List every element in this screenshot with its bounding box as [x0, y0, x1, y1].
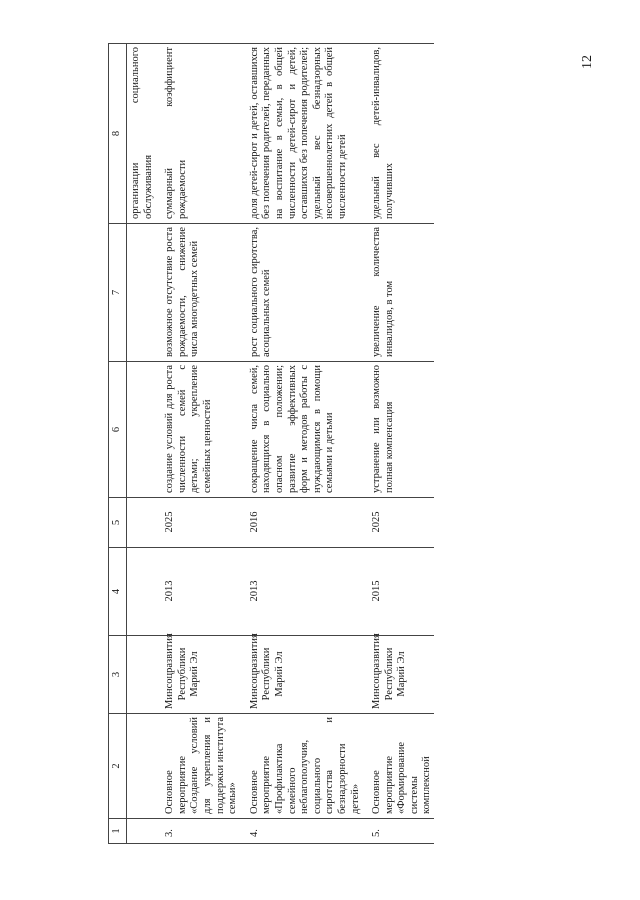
- expected-result: [127, 362, 162, 498]
- risks: увеличение количества инвалидов, в том: [368, 224, 434, 362]
- expected-result: устранение или возможно полная компенсация: [368, 362, 434, 498]
- header-col-1: 1: [109, 819, 127, 844]
- measure-name: Основное мероприятие «Создание условий для укрепления и поддержки института семьи»: [161, 714, 246, 819]
- executor: Минсоцразвития Республики Марий Эл: [368, 636, 434, 714]
- measure-name: Основное мероприятие «Формирование системы комплексной: [368, 714, 434, 819]
- end-year: 2025: [368, 498, 434, 548]
- table-row: [161, 44, 246, 844]
- indicators: организации социального обслуживания: [127, 44, 162, 224]
- program-measures-table: [108, 43, 434, 844]
- row-number: 4.: [246, 819, 368, 844]
- end-year: 2025: [161, 498, 246, 548]
- table-row: [368, 44, 434, 844]
- indicators: суммарный коэффициент рождаемости: [161, 44, 246, 224]
- row-number: 3.: [161, 819, 246, 844]
- expected-result: сокращение числа семей, находящихся в социально опасном положении; развитие эффективных форм и методов работы с нуждающимися в помощи семьями и детьми: [246, 362, 368, 498]
- page-number: 12: [580, 55, 595, 69]
- start-year: 2015: [368, 548, 434, 636]
- end-year: [127, 498, 162, 548]
- expected-result: создание условий для роста численности семей с детьми; укрепление семейных ценностей: [161, 362, 246, 498]
- header-col-7: 7: [109, 224, 127, 362]
- row-number: 5.: [368, 819, 434, 844]
- risks: [127, 224, 162, 362]
- table-row: [127, 44, 162, 844]
- executor: Минсоцразвития Республики Марий Эл: [246, 636, 368, 714]
- executor: Минсоцразвития Республики Марий Эл: [161, 636, 246, 714]
- row-number: [127, 819, 162, 844]
- table-row: [246, 44, 368, 844]
- indicators: доля детей-сирот и детей, оставшихся без попечения родителей, переданных на воспитание в семьи, в общей численности детей-сирот и детей, оставшихся без попечения родителей; удельный вес безнадзорных несовершеннолетних детей в общей численности детей: [246, 44, 368, 224]
- risks: рост социального сиротства, асоциальных семей: [246, 224, 368, 362]
- start-year: [127, 548, 162, 636]
- header-col-3: 3: [109, 636, 127, 714]
- end-year: 2016: [246, 498, 368, 548]
- risks: возможное отсутствие роста рождаемости, снижение числа многодетных семей: [161, 224, 246, 362]
- header-col-5: 5: [109, 498, 127, 548]
- header-col-8: 8: [109, 44, 127, 224]
- table-header-row: [109, 44, 127, 844]
- start-year: 2013: [161, 548, 246, 636]
- rotated-page-content: [108, 44, 528, 844]
- indicators: удельный вес детей-инвалидов, получивших: [368, 44, 434, 224]
- executor: [127, 636, 162, 714]
- start-year: 2013: [246, 548, 368, 636]
- header-col-6: 6: [109, 362, 127, 498]
- measure-name: [127, 714, 162, 819]
- header-col-4: 4: [109, 548, 127, 636]
- header-col-2: 2: [109, 714, 127, 819]
- measure-name: Основное мероприятие «Профилактика семейного неблагополучия, социального сиротства и безнадзорности детей»: [246, 714, 368, 819]
